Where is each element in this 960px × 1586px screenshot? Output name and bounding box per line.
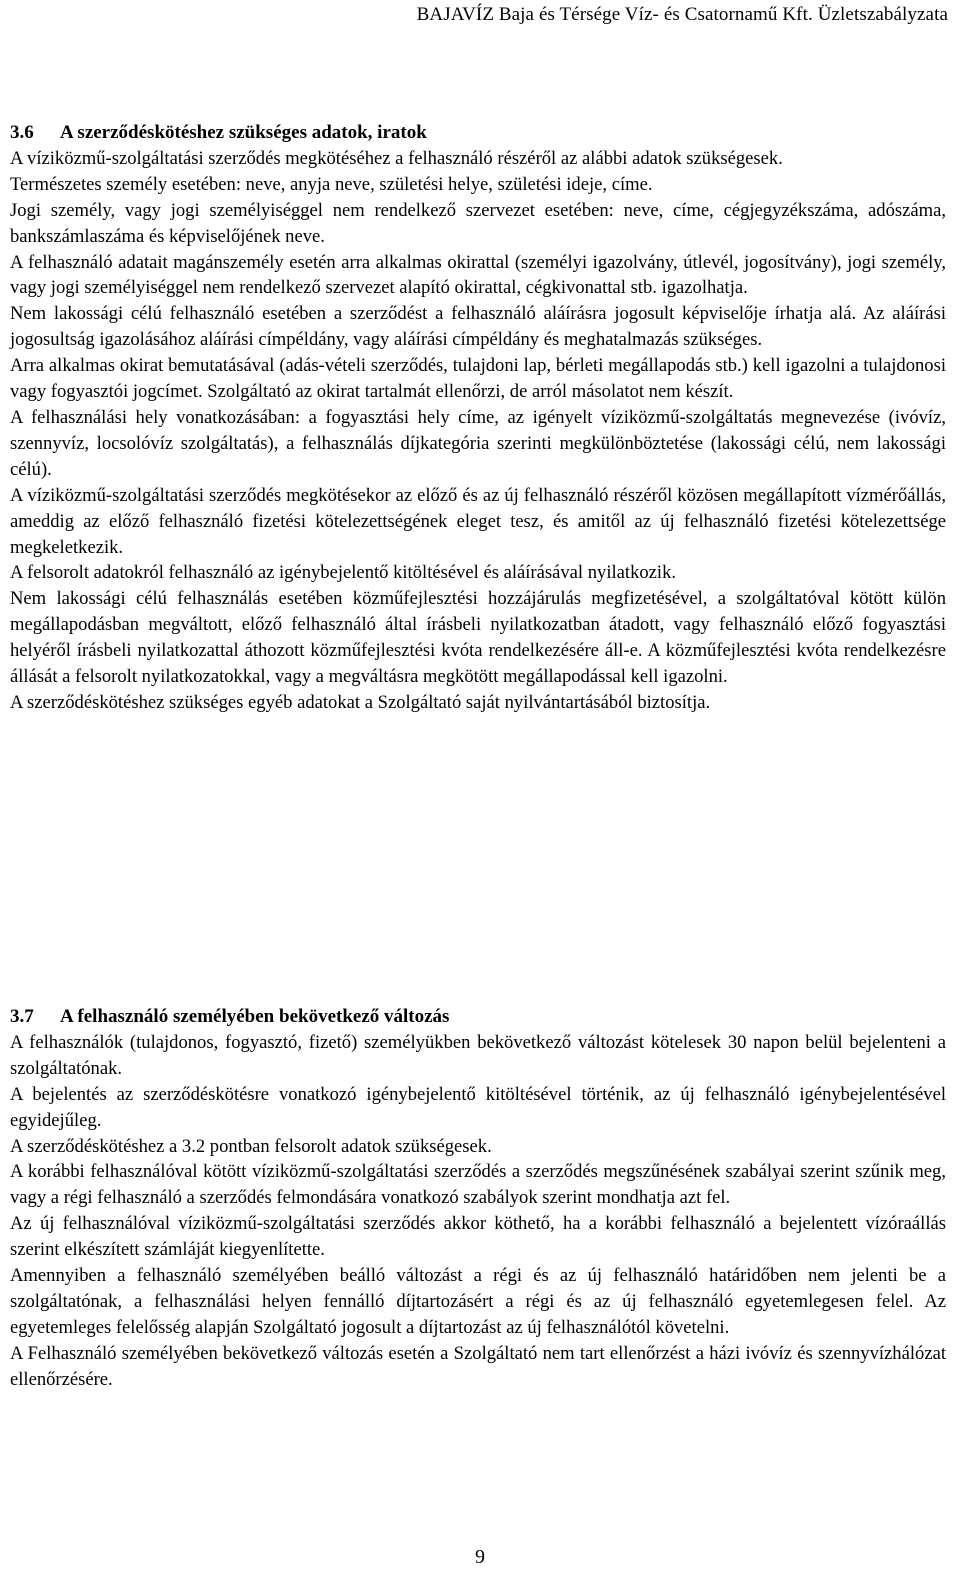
section-number: 3.6 [10,122,34,143]
paragraph: A felsorolt adatokról felhasználó az igénybejelentő kitöltésével és aláírásával nyilatkozik. [10,562,677,584]
paragraph: Nem lakossági célú felhasználó esetében a szerződést a felhasználó aláírásra jogosult képviselője írhatja alá. Az aláírási jogosultság igazolásához aláírási címpéldány, vagy aláírási címpéldány és meghatalmazás szükséges. [10,303,946,351]
paragraph: Az új felhasználóval víziközmű-szolgáltatási szerződés akkor köthető, ha a korábbi felhasználó a bejelentett vízóraállás szerint elkészített számláját kiegyenlítette. [10,1213,946,1261]
section-title: A szerződéskötéshez szükséges adatok, iratok [60,122,427,143]
paragraph: Jogi személy, vagy jogi személyiséggel nem rendelkező szervezet esetében: neve, címe, cégjegyzékszáma, adószáma, bankszámlaszáma és képviselőjének neve. [10,199,946,247]
paragraph: Nem lakossági célú felhasználás esetében közműfejlesztési hozzájárulás megfizetésével, a szolgáltatóval kötött külön megállapodásban megváltott, előző felhasználó által írásbeli nyilatkozatban átadott, vagy felhasználó előző fogyasztási helyéről írásbeli nyilatkozattal áthozott közműfejlesztési kvóta rendelkezésére áll-e. A közműfejlesztési kvóta rendelkezésre állását a felsorolt nyilatkozatokkal, vagy a megváltásra megkötött megállapodással kell igazolni. [10,588,946,688]
page-header: BAJAVÍZ Baja és Térsége Víz- és Csatornamű Kft. Üzletszabályzata [416,4,948,25]
paragraph: A szerződéskötéshez szükséges egyéb adatokat a Szolgáltató saját nyilvántartásából biztosítja. [10,691,711,713]
paragraph: A víziközmű-szolgáltatási szerződés megkötéséhez a felhasználó részéről az alábbi adatok szükségesek. [10,147,783,169]
page-number: 9 [475,1546,485,1568]
section-number: 3.7 [10,1006,34,1027]
paragraph: Természetes személy esetében: neve, anyja neve, születési helye, születési ideje, címe. [10,173,653,195]
paragraph: Amennyiben a felhasználó személyében beálló változást a régi és az új felhasználó határidőben nem jelenti be a szolgáltatónak, a felhasználási helyen fennálló díjtartozásért a régi és az új felhasználó egyetemlegesen felel. Az egyetemleges felelősség alapján Szolgáltató jogosult a díjtartozást az új felhasználótól követelni. [10,1265,946,1338]
paragraph: A felhasználási hely vonatkozásában: a fogyasztási hely címe, az igényelt víziközmű-szolgáltatás megnevezése (ivóvíz, szennyvíz, locsolóvíz szolgáltatás), a felhasználás díjkategória szerinti megkülönböztetése (lakossági célú, nem lakossági célú). [10,406,946,480]
section-heading [10,120,946,146]
paragraph: A szerződéskötéshez a 3.2 pontban felsorolt adatok szükségesek. [10,1135,492,1157]
paragraph: A Felhasználó személyében bekövetkező változás esetén a Szolgáltató nem tart ellenőrzést a házi ivóvíz és szennyvízhálózat ellenőrzésére. [10,1342,946,1390]
paragraph: A bejelentés az szerződéskötésre vonatkozó igénybejelentő kitöltésével történik, az új felhasználó igénybejelentésével egyidejűleg. [10,1083,946,1131]
paragraph: Arra alkalmas okirat bemutatásával (adás-vételi szerződés, tulajdoni lap, bérleti megállapodás stb.) kell igazolni a tulajdonosi vagy fogyasztói jogcímet. Szolgáltató az okirat tartalmát ellenőrzi, de arról másolatot nem készít. [10,355,946,403]
paragraph: A felhasználó adatait magánszemély esetén arra alkalmas okirattal (személyi igazolvány, útlevél, jogosítvány), jogi személy, vagy jogi személyiséggel nem rendelkező szervezet alapító okirattal, cégkivonattal stb. igazolhatja. [10,251,946,299]
paragraph: A víziközmű-szolgáltatási szerződés megkötésekor az előző és az új felhasználó részéről közösen megállapított vízmérőállás, ameddig az előző felhasználó fizetési kötelezettségének eleget tesz, és amitől az új felhasználó fizetési kötelezettsége megkeletkezik. [10,484,946,558]
paragraph: A felhasználók (tulajdonos, fogyasztó, fizető) személyükben bekövetkező változást kötelesek 30 napon belül bejelenteni a szolgáltatónak. [10,1031,946,1079]
section-heading [10,1004,946,1030]
section-title: A felhasználó személyében bekövetkező változás [60,1006,450,1027]
section-3-6 [10,120,946,716]
paragraph: A korábbi felhasználóval kötött víziközmű-szolgáltatási szerződés a szerződés megszűnésének szabályai szerint szűnik meg, vagy a régi felhasználó a szerződés felmondására vonatkozó szabályok szerint mondhatja azt fel. [10,1161,946,1209]
section-3-7 [10,1004,946,1393]
